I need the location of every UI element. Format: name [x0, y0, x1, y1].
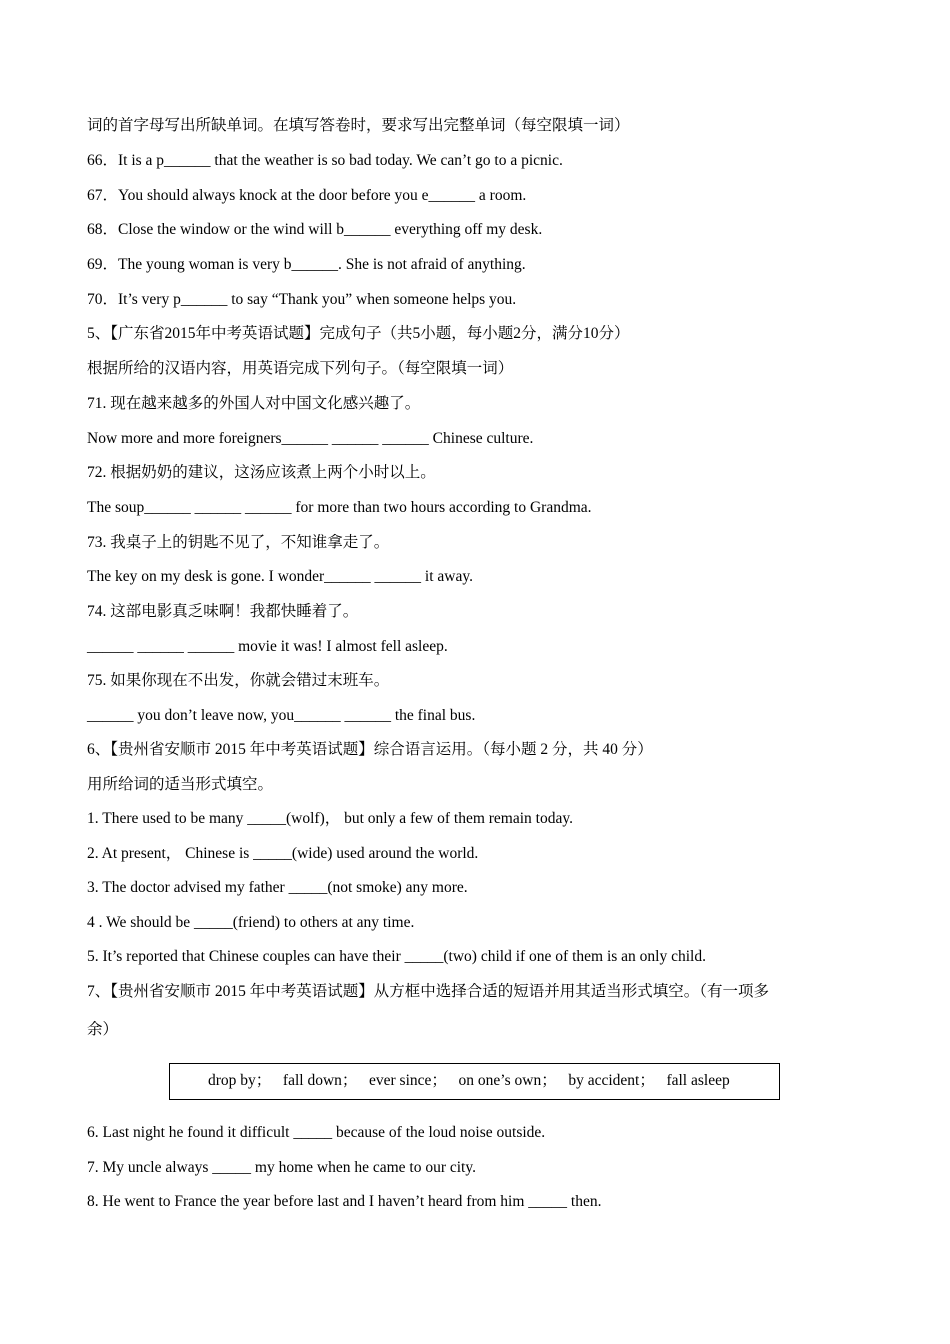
question-73-english: The key on my desk is gone. I wonder______ ______ it away.: [87, 568, 473, 585]
section-5-heading: 5、【广东省2015年中考英语试题】完成句子（共5小题，每小题2分，满分10分）: [87, 325, 630, 342]
question-73-chinese: 73. 我桌子上的钥匙不见了，不知谁拿走了。: [87, 534, 390, 551]
phrase-list: drop by； fall down； ever since； on one’s own； by accident； fall asleep: [208, 1072, 730, 1089]
section-7-question-6: 6. Last night he found it difficult _____ because of the loud noise outside.: [87, 1124, 546, 1141]
question-69: 69．The young woman is very b______. She is not afraid of anything.: [87, 256, 526, 273]
question-74-chinese: 74. 这部电影真乏味啊！我都快睡着了。: [87, 603, 359, 620]
section-5-instruction: 根据所给的汉语内容，用英语完成下列句子。（每空限填一词）: [87, 360, 514, 377]
section-7-heading: 7、【贵州省安顺市 2015 年中考英语试题】从方框中选择合适的短语并用其适当形式填空。（有一项多: [87, 983, 770, 1000]
section-6-question-4: 4 . We should be _____(friend) to others at any time.: [87, 914, 415, 931]
section-6-question-3: 3. The doctor advised my father _____(not smoke) any more.: [87, 879, 468, 896]
question-67: 67．You should always knock at the door before you e______ a room.: [87, 187, 527, 204]
question-70: 70．It’s very p______ to say “Thank you” when someone helps you.: [87, 291, 517, 308]
question-72-chinese: 72. 根据奶奶的建议，这汤应该煮上两个小时以上。: [87, 464, 436, 481]
section-7-question-8: 8. He went to France the year before last and I haven’t heard from him _____ then.: [87, 1193, 602, 1210]
question-71-english: Now more and more foreigners______ ______ ______ Chinese culture.: [87, 430, 534, 447]
section-6-question-5: 5. It’s reported that Chinese couples can have their _____(two) child if one of them is an only child.: [87, 948, 706, 965]
section-6-question-2: 2. At present， Chinese is _____(wide) used around the world.: [87, 845, 479, 862]
question-75-english: ______ you don’t leave now, you______ ______ the final bus.: [87, 707, 476, 724]
phrase-box: [169, 1063, 780, 1100]
question-74-english: ______ ______ ______ movie it was! I almost fell asleep.: [87, 638, 448, 655]
section-7-question-7: 7. My uncle always _____ my home when he came to our city.: [87, 1159, 476, 1176]
section-6-question-1: 1. There used to be many _____(wolf)， but only a few of them remain today.: [87, 810, 573, 827]
question-75-chinese: 75. 如果你现在不出发，你就会错过末班车。: [87, 672, 390, 689]
section-6-instruction: 用所给词的适当形式填空。: [87, 776, 274, 793]
question-66: 66．It is a p______ that the weather is so bad today. We can’t go to a picnic.: [87, 152, 563, 169]
section-6-heading: 6、【贵州省安顺市 2015 年中考英语试题】综合语言运用。（每小题 2 分，共 40 分）: [87, 741, 653, 758]
question-72-english: The soup______ ______ ______ for more than two hours according to Grandma.: [87, 499, 592, 516]
section-7-heading-continued: 余）: [87, 1021, 119, 1038]
question-71-chinese: 71. 现在越来越多的外国人对中国文化感兴趣了。: [87, 395, 421, 412]
question-68: 68．Close the window or the wind will b______ everything off my desk.: [87, 221, 543, 238]
instruction-line: 词的首字母写出所缺单词。在填写答卷时，要求写出完整单词（每空限填一词）: [87, 117, 630, 134]
